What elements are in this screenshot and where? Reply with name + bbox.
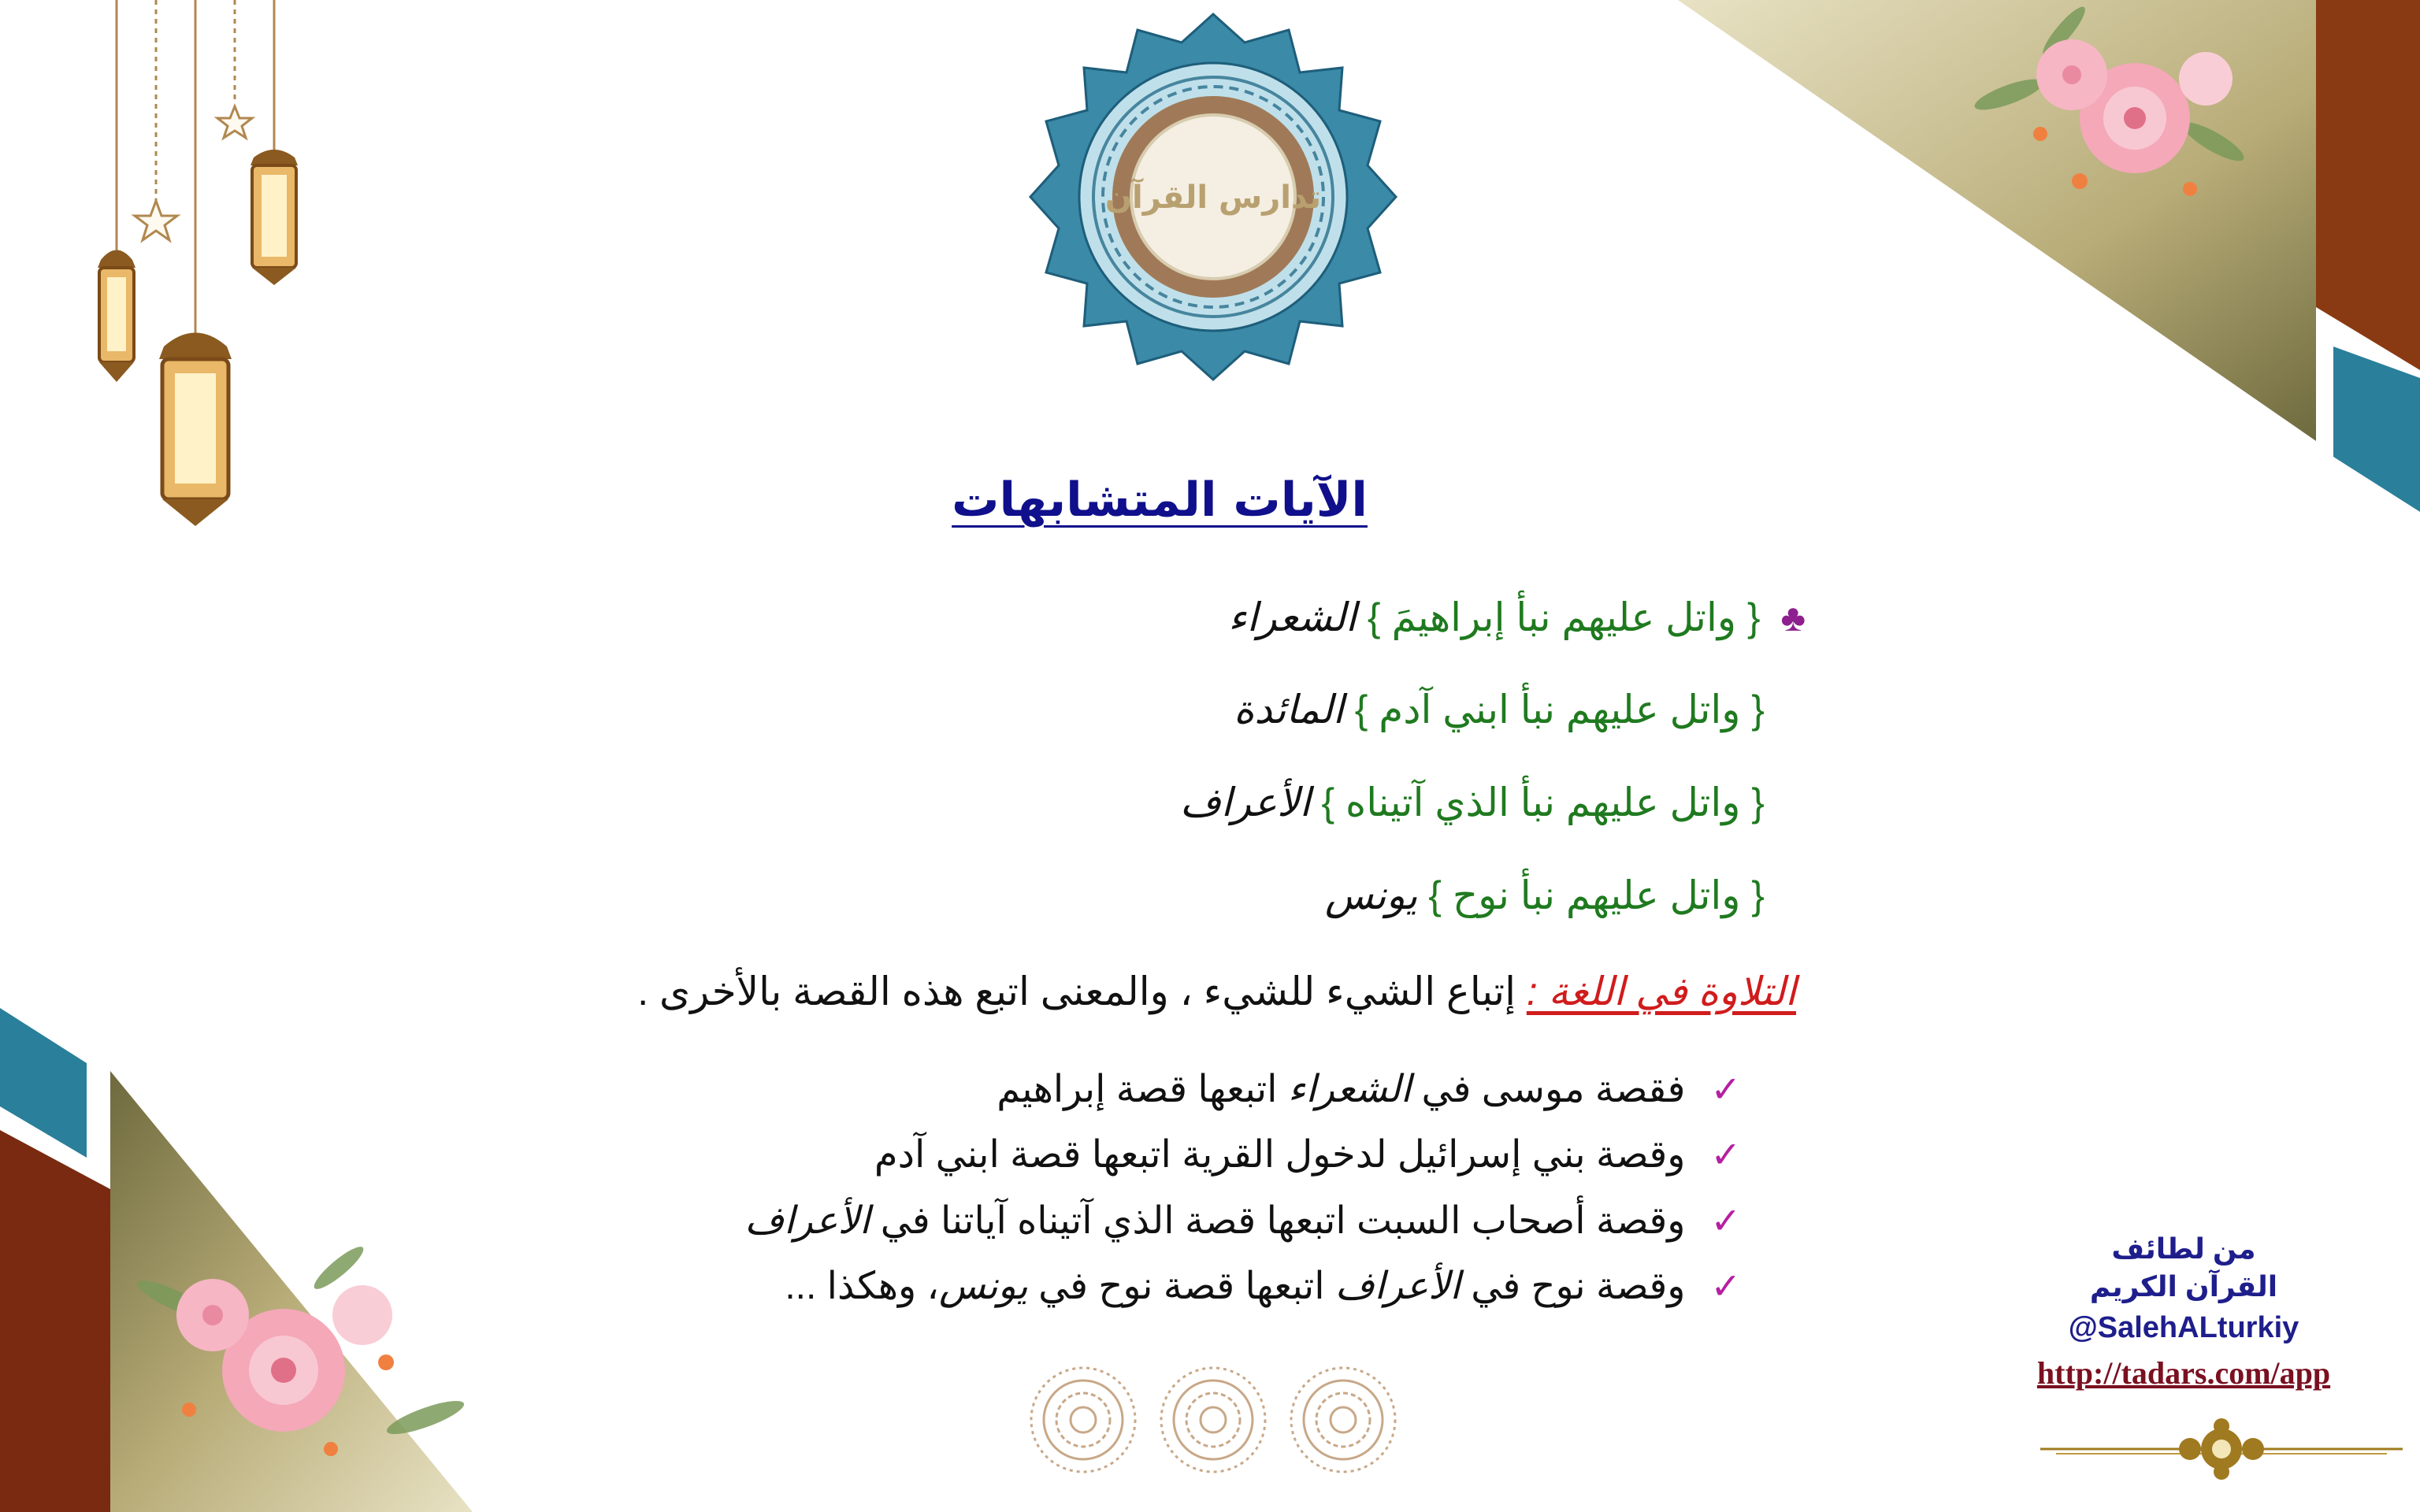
item-text: وقصة أصحاب السبت اتبعها قصة الذي آتيناه آياتنا في <box>870 1200 1686 1242</box>
item-text: ، وهكذا ... <box>785 1266 940 1307</box>
hanging-lanterns <box>71 0 323 536</box>
item-source: يونس <box>939 1266 1028 1307</box>
verse-source: يونس <box>1324 873 1418 917</box>
signature-line: من لطائف <box>2111 1232 2256 1265</box>
item-source: الشعراء <box>1287 1069 1412 1110</box>
lantern-icon <box>159 333 232 527</box>
verse-text: { واتل عليهم نبأ ابني آدم } <box>1354 687 1765 732</box>
check-icon: ✓ <box>1710 1069 1741 1110</box>
lantern-icon <box>251 150 298 285</box>
item-text: وقصة نوح في <box>1460 1266 1686 1307</box>
list-item <box>785 1264 1741 1308</box>
signature-handle: @SalehALturkiy <box>2068 1311 2299 1344</box>
rosette-icon <box>1031 1368 1135 1472</box>
item-source: الأعراف <box>1334 1266 1461 1307</box>
item-text: وقصة بني إسرائيل لدخول القرية اتبعها قصة ابني آدم <box>874 1134 1686 1176</box>
check-icon: ✓ <box>1710 1266 1741 1306</box>
verse-text: { واتل عليهم نبأ نوح } <box>1428 873 1765 917</box>
page-title: الآيات المتشابهات <box>952 472 1368 528</box>
list-item <box>744 1199 1741 1243</box>
flower-icon <box>126 1228 481 1496</box>
list-item <box>997 1067 1741 1111</box>
definition-label: التلاوة في اللغة : <box>1526 969 1796 1014</box>
verse-text: { واتل عليهم نبأ إبراهيمَ } <box>1367 595 1761 639</box>
verse-text: { واتل عليهم نبأ الذي آتيناه } <box>1321 780 1765 825</box>
verse-source: الأعراف <box>1180 780 1311 825</box>
ornament-icon <box>2040 1414 2403 1484</box>
item-text: اتبعها قصة نوح في <box>1027 1266 1335 1307</box>
star-icon <box>135 106 252 240</box>
signature-link[interactable]: http://tadars.com/app <box>2036 1355 2331 1391</box>
tadars-logo <box>1024 8 1402 386</box>
item-text: اتبعها قصة إبراهيم <box>997 1069 1288 1110</box>
verse-line <box>1228 595 1806 640</box>
list-item <box>874 1132 1741 1177</box>
flower-icon <box>1954 0 2269 236</box>
check-icon: ✓ <box>1710 1134 1741 1175</box>
verse-line <box>1180 780 1765 825</box>
definition-line <box>637 969 1796 1014</box>
verse-source: المائدة <box>1234 687 1344 732</box>
check-icon: ✓ <box>1710 1200 1741 1241</box>
definition-text: إتباع الشيء للشيء ، والمعنى اتبع هذه القصة بالأخرى . <box>637 969 1527 1014</box>
logo-text: تدارس القرآن <box>1104 180 1322 216</box>
verse-line <box>1325 873 1765 918</box>
rosette-icon <box>1291 1368 1395 1472</box>
item-source: الأعراف <box>744 1200 870 1242</box>
signature-block <box>2026 1232 2341 1392</box>
verse-source: الشعراء <box>1228 595 1357 639</box>
club-icon: ♣ <box>1780 598 1806 639</box>
lantern-icon <box>98 250 135 383</box>
rosette-icon <box>1161 1368 1265 1472</box>
signature-line: القرآن الكريم <box>2089 1270 2278 1303</box>
verse-line <box>1234 687 1765 732</box>
item-text: فقصة موسى في <box>1411 1069 1686 1110</box>
rosette-row <box>1024 1361 1402 1479</box>
